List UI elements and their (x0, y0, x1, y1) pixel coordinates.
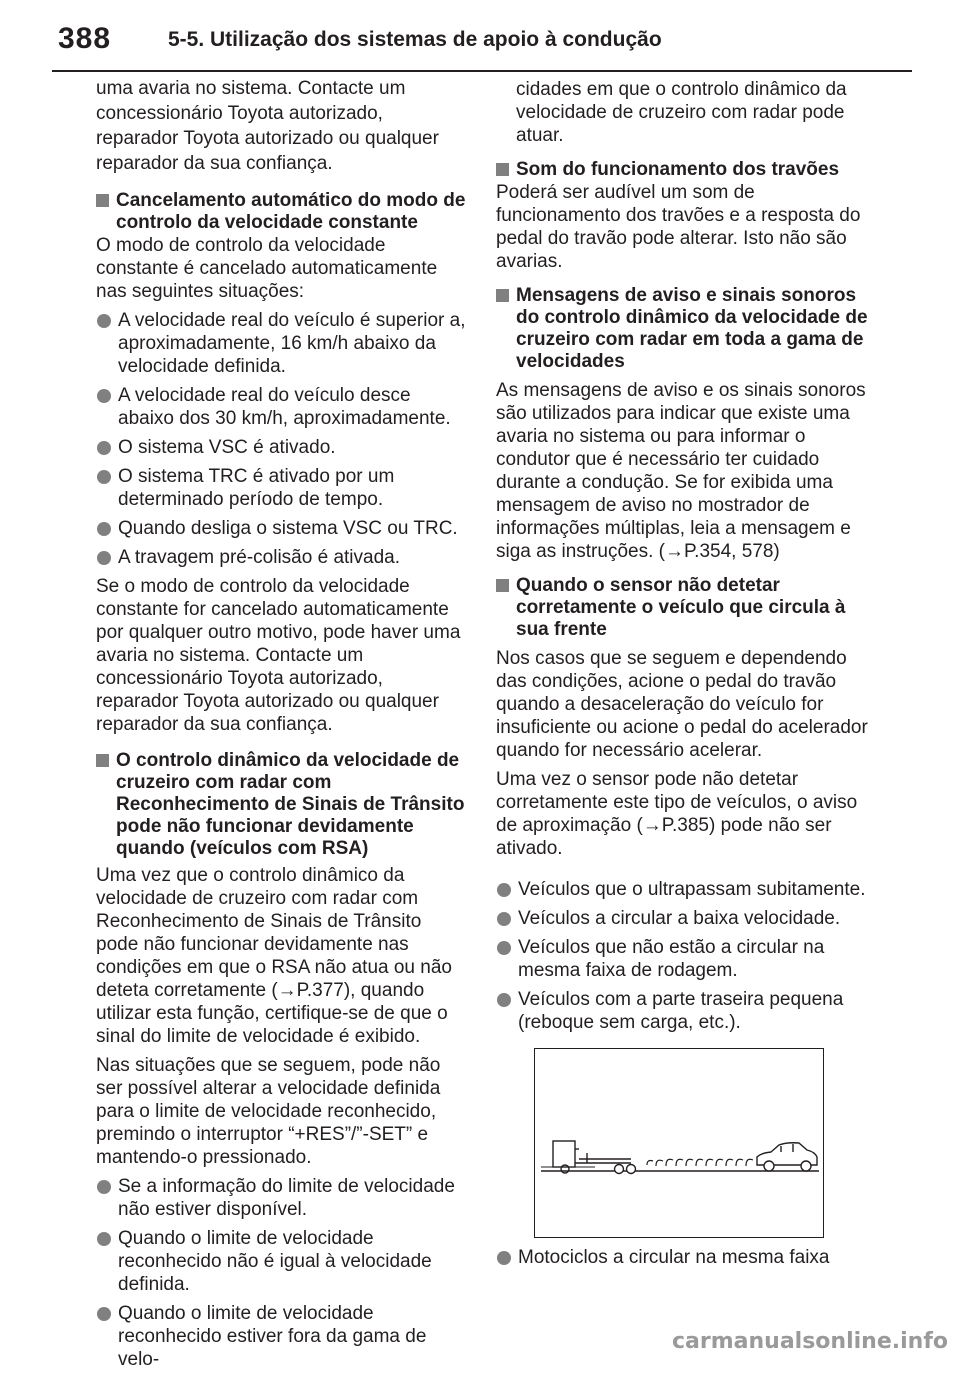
page-number: 388 (58, 22, 112, 55)
list-item-text: O sistema TRC é ativado por um determinado período de tempo. (118, 466, 395, 510)
list-item (96, 436, 466, 459)
heading-rsa (96, 750, 466, 860)
list-item (96, 309, 466, 378)
page-header (0, 0, 960, 80)
list-item (96, 1175, 466, 1221)
list-item-text: Quando o limite de velocidade reconhecido não é igual à velocidade definida. (118, 1228, 432, 1295)
list-item (96, 1227, 466, 1296)
circle-bullet-icon (497, 941, 511, 955)
list-item-text: Quando desliga o sistema VSC ou TRC. (118, 518, 458, 539)
list-item (96, 384, 466, 430)
heading-text: Som do funcionamento dos travões (516, 159, 840, 180)
illustration-trailer-and-car (534, 1048, 824, 1238)
heading-warnings (496, 285, 868, 373)
circle-bullet-icon (97, 314, 111, 328)
list-item-text: A velocidade real do veículo desce abaixo dos 30 km/h, aproximadamente. (118, 385, 451, 429)
circle-bullet-icon (97, 1307, 111, 1321)
list-item (96, 517, 466, 540)
circle-bullet-icon (97, 1180, 111, 1194)
list-item-text: Veículos a circular a baixa velocidade. (518, 908, 841, 929)
circle-bullet-icon (497, 1251, 511, 1265)
heading-text: O controlo dinâmico da velocidade de cruzeiro com radar com Reconhecimento de Sinais de Trânsito pode não funcionar devidamente quando (veículos com RSA) (116, 750, 465, 859)
square-bullet-icon (96, 754, 109, 767)
list-item (496, 936, 868, 982)
list-item-text: Motociclos a circular na mesma faixa (518, 1247, 830, 1268)
car-icon (757, 1143, 817, 1171)
circle-bullet-icon (497, 912, 511, 926)
circle-bullet-icon (97, 441, 111, 455)
right-column (496, 72, 868, 1275)
paragraph: Nos casos que se seguem e dependendo das condições, acione o pedal do travão quando a desaceleração do veículo for insuficiente ou acione o pedal do acelerador quando for necessário acelerar. (496, 648, 868, 761)
list-item-text: Veículos que não estão a circular na mesma faixa de rodagem. (518, 937, 825, 981)
list-item (96, 1302, 466, 1371)
square-bullet-icon (496, 289, 509, 302)
paragraph: O modo de controlo da velocidade constante é cancelado automaticamente nas seguintes situações: (96, 235, 438, 302)
heading-sensor (496, 575, 868, 641)
square-bullet-icon (496, 163, 509, 176)
list-item-text: O sistema VSC é ativado. (118, 437, 336, 458)
circle-bullet-icon (97, 470, 111, 484)
list-item-text: A travagem pré-colisão é ativada. (118, 547, 400, 568)
paragraph: Nas situações que se seguem, pode não ser possível alterar a velocidade definida para o limite de velocidade reconhecido, premindo o interruptor “+RES”/”-SET” e mantendo-o pressionado. (96, 1055, 441, 1168)
continuation-paragraph: cidades em que o controlo dinâmico da velocidade de cruzeiro com radar pode atuar. (516, 79, 847, 146)
left-column (96, 72, 466, 1377)
list-item (496, 988, 868, 1034)
square-bullet-icon (96, 194, 109, 207)
heading-text: Quando o sensor não detetar corretamente o veículo que circula à sua frente (516, 575, 846, 640)
circle-bullet-icon (97, 389, 111, 403)
circle-bullet-icon (97, 1232, 111, 1246)
intro-paragraph: uma avaria no sistema. Contacte um concessionário Toyota autorizado, reparador Toyota autorizado ou qualquer reparador da sua confiança. (96, 78, 439, 174)
list-item (496, 878, 868, 901)
heading-text: Mensagens de aviso e sinais sonoros do controlo dinâmico da velocidade de cruzeiro com radar em toda a gama de velocidades (516, 285, 868, 372)
circle-bullet-icon (497, 993, 511, 1007)
paragraph: Poderá ser audível um som de funcionamento dos travões e a resposta do pedal do travão pode alterar. Isto não são avarias. (496, 182, 861, 272)
paragraph: Se o modo de controlo da velocidade constante for cancelado automaticamente por qualquer outro motivo, pode haver uma avaria no sistema. Contacte um concessionário Toyota autorizado, reparador Toyota autorizado ou qualquer reparador da sua confiança. (96, 576, 461, 735)
list-item (96, 465, 466, 511)
list-item (96, 546, 466, 569)
heading-brake-sound (496, 159, 868, 181)
list-item (496, 1246, 868, 1269)
paragraph: Uma vez o sensor pode não detetar corretamente este tipo de veículos, o aviso de aproximação (→P.385) pode não ser ativado. (496, 769, 858, 859)
list-item-text: A velocidade real do veículo é superior a, aproximadamente, 16 km/h abaixo da velocidade definida. (118, 310, 466, 377)
list-item-text: Veículos com a parte traseira pequena (reboque sem carga, etc.). (518, 989, 844, 1033)
circle-bullet-icon (97, 551, 111, 565)
paragraph: Uma vez que o controlo dinâmico da velocidade de cruzeiro com radar com Reconhecimento de Sinais de Trânsito pode não funcionar devidamente nas condições em que o RSA não atua ou não deteta corretamente (→P.377), quando utilizar esta função, certifique-se de que o sinal do limite de velocidade é exibido. (96, 865, 452, 1047)
heading-text: Cancelamento automático do modo de controlo da velocidade constante (116, 190, 466, 233)
list-item-text: Se a informação do limite de velocidade não estiver disponível. (118, 1176, 455, 1220)
section-title: 5-5. Utilização dos sistemas de apoio à condução (168, 28, 662, 51)
circle-bullet-icon (97, 522, 111, 536)
heading-auto-cancel (96, 190, 466, 234)
radar-wave-icon (647, 1159, 753, 1166)
truck-radar-car-diagram (535, 1049, 822, 1236)
circle-bullet-icon (497, 883, 511, 897)
square-bullet-icon (496, 579, 509, 592)
list-item (496, 907, 868, 930)
trailer-icon (553, 1141, 636, 1174)
watermark-text: carmanualsonline.info (672, 1329, 948, 1354)
list-item-text: Veículos que o ultrapassam subitamente. (518, 879, 866, 900)
paragraph: As mensagens de aviso e os sinais sonoros são utilizados para indicar que existe uma avaria no sistema ou para informar o condutor que é necessário ter cuidado durante a condução. Se for exibida uma mensagem de aviso no mostrador de informações múltiplas, leia a mensagem e siga as instruções. (→P.354, 578) (496, 380, 866, 562)
list-item-text: Quando o limite de velocidade reconhecido estiver fora da gama de velo- (118, 1303, 427, 1370)
